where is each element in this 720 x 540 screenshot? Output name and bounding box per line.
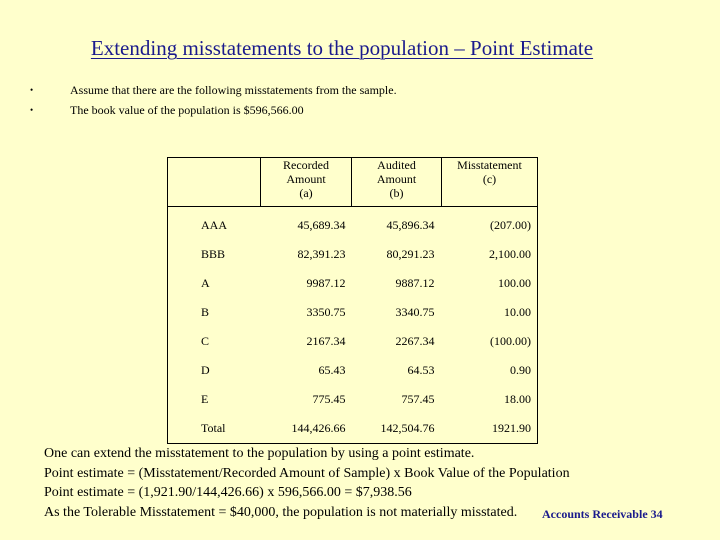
row-label: D — [201, 363, 210, 377]
misstatement-cell: 18.00 — [504, 392, 531, 406]
misstatement-cell: 2,100.00 — [489, 247, 531, 261]
header-recorded-amount — [261, 158, 352, 207]
header-line: (b) — [389, 186, 404, 200]
table-header-row — [168, 158, 538, 207]
table-row — [168, 356, 538, 385]
slide-footer: Accounts Receivable 34 — [542, 507, 663, 521]
misstatement-cell: 100.00 — [498, 276, 531, 290]
header-misstatement — [442, 158, 538, 207]
misstatement-cell: (207.00) — [490, 218, 531, 232]
audited-amount-cell: 2267.34 — [395, 334, 435, 348]
header-line: (a) — [299, 186, 313, 200]
row-label: A — [201, 276, 210, 290]
header-blank — [168, 158, 261, 207]
misstatement-cell: 1921.90 — [492, 421, 531, 435]
row-label: C — [201, 334, 210, 348]
misstatement-cell: 0.90 — [510, 363, 531, 377]
bullet-list — [30, 83, 397, 123]
table-total-row — [168, 414, 538, 444]
audited-amount-cell: 9887.12 — [395, 276, 435, 290]
recorded-amount-cell: 45,689.34 — [297, 218, 346, 232]
row-label: E — [201, 392, 209, 406]
recorded-amount-cell: 65.43 — [318, 363, 346, 377]
row-label: B — [201, 305, 210, 319]
misstatement-cell: (100.00) — [490, 334, 531, 348]
header-audited-amount — [352, 158, 442, 207]
table-row — [168, 269, 538, 298]
recorded-amount-cell: 775.45 — [312, 392, 346, 406]
bullet-text: The book value of the population is $596,566.00 — [70, 103, 304, 117]
slide-title: Extending misstatements to the population – Point Estimate — [90, 36, 594, 60]
conclusion-line: As the Tolerable Misstatement = $40,000, the population is not materially misstated. — [44, 504, 518, 520]
bullet-dot-icon: • — [30, 105, 34, 115]
header-line: Recorded — [283, 158, 329, 172]
conclusion-line: Point estimate = (1,921.90/144,426.66) x 596,566.00 = $7,938.56 — [44, 485, 412, 500]
table-row — [168, 298, 538, 327]
conclusion-text — [44, 444, 570, 522]
audited-amount-cell: 45,896.34 — [386, 218, 435, 232]
recorded-amount-cell: 9987.12 — [306, 276, 346, 290]
recorded-amount-cell: 2167.34 — [306, 334, 346, 348]
table-row — [168, 207, 538, 241]
row-label: Total — [201, 421, 226, 435]
audited-amount-cell: 757.45 — [401, 392, 435, 406]
bullet-text: Assume that there are the following misstatements from the sample. — [70, 83, 397, 97]
misstatement-cell: 10.00 — [504, 305, 531, 319]
bullet-item — [30, 103, 397, 123]
header-line: Amount — [376, 172, 417, 186]
misstatement-table — [167, 157, 538, 444]
row-label: BBB — [201, 247, 226, 261]
table-row — [168, 327, 538, 356]
header-line: Audited — [377, 158, 416, 172]
bullet-dot-icon: • — [30, 85, 34, 95]
row-label: AAA — [201, 218, 227, 232]
audited-amount-cell: 64.53 — [407, 363, 435, 377]
recorded-amount-cell: 144,426.66 — [291, 421, 346, 435]
header-line: Amount — [286, 172, 326, 186]
table-row — [168, 385, 538, 414]
audited-amount-cell: 80,291.23 — [386, 247, 435, 261]
bullet-item — [30, 83, 397, 103]
audited-amount-cell: 3340.75 — [395, 305, 435, 319]
conclusion-line: Point estimate = (Misstatement/Recorded Amount of Sample) x Book Value of the Population — [44, 465, 570, 481]
recorded-amount-cell: 82,391.23 — [297, 247, 346, 261]
header-line: Misstatement — [457, 158, 522, 172]
conclusion-line: One can extend the misstatement to the population by using a point estimate. — [44, 446, 475, 461]
header-line: (c) — [482, 172, 497, 186]
table-row — [168, 240, 538, 269]
audited-amount-cell: 142,504.76 — [380, 421, 435, 435]
recorded-amount-cell: 3350.75 — [306, 305, 346, 319]
